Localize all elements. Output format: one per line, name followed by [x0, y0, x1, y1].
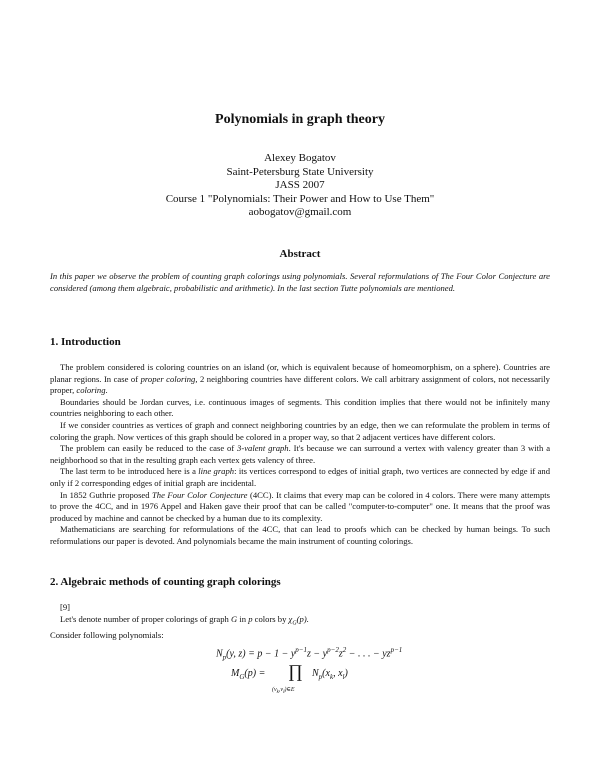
intro-p5-text-b: : its vertices correspond to edges of initial graph, two vertices are connected by edge if and only if 2 corresponding edges of initial graph are incidental. [50, 466, 550, 488]
f1-args: (y, z) = p − 1 − y [226, 648, 296, 660]
s2-text-d: (p). [296, 613, 309, 624]
term-coloring: coloring [76, 385, 106, 396]
author-name: Alexey Bogatov [264, 152, 336, 164]
intro-paragraph-1 [50, 362, 550, 397]
intro-p4-text-b: . It's because we can surround a vertex with valency greater than 3 with a neighborhood so that in the resulting graph each vertex gets valency of three. [50, 443, 551, 465]
f2-eq: (p) = [244, 668, 266, 679]
formula-MG-rhs [312, 668, 348, 681]
f2-N: N [312, 668, 319, 679]
f2-mid: , x [333, 668, 343, 679]
section-2-body [50, 602, 550, 642]
math-chi: χ [288, 613, 293, 624]
math-chi-sub: G [292, 620, 297, 627]
math-p: p [248, 613, 253, 624]
f2-N-sub: p [318, 673, 323, 681]
f2-range-c: ,v [278, 687, 284, 693]
section-2-line-1 [50, 614, 550, 630]
s2-text-c: colors by [252, 613, 289, 624]
citation-9: [9] [60, 602, 71, 612]
abstract-text: In this paper we observe the problem of counting graph colorings using polynomials. Several reformulations of The Four Color Conjecture are considered (among them algebraic, probabilistic and arithmetic). In the last section Tutte polynomials are mentioned. [50, 271, 550, 293]
intro-p4-text-a: The problem can easily be reduced to the case of [60, 443, 238, 454]
f2-range-e: )∈E [284, 687, 295, 693]
f1-t2: z − y [307, 648, 328, 660]
author-event: JASS 2007 [275, 179, 325, 192]
f2-M-sub: G [239, 673, 245, 681]
f1-t3: z [338, 648, 343, 660]
f2-end: ) [344, 668, 348, 679]
f2-l: l [342, 673, 345, 681]
section-1-body [50, 362, 550, 548]
f1-exp2: p−2 [327, 646, 339, 654]
f2-range-k: k [276, 690, 279, 696]
intro-p1-text-c: . [105, 385, 108, 396]
term-proper-coloring: proper coloring [140, 373, 196, 384]
intro-paragraph-2: Boundaries should be Jordan curves, i.e. continuous images of segments. This condition implies that there would not be infinitely many countries neighboring to each other. [50, 396, 550, 419]
intro-paragraph-5 [50, 466, 550, 489]
formula-Np [216, 646, 402, 661]
product-symbol: ∏ [288, 661, 303, 681]
author-email: aobogatov@gmail.com [248, 206, 352, 219]
f2-k: k [329, 673, 334, 681]
author-course: Course 1 "Polynomials: Their Power and How to Use Them" [165, 192, 435, 205]
intro-paragraph-7: Mathematicians are searching for reformulations of the 4CC, that can lead to proofs which can be checked by human beings. To such reformulations our paper is devoted. And polynomials became the main instrument of counting colorings. [50, 524, 550, 546]
f2-range-l: l [283, 690, 285, 696]
term-line-graph: line graph [198, 466, 235, 477]
intro-paragraph-4 [50, 443, 550, 466]
math-G: G [231, 613, 238, 624]
formula-MG-lhs [231, 668, 265, 681]
f1-N: N [216, 648, 223, 660]
intro-paragraph-6 [50, 490, 550, 525]
f1-exp4: p−1 [390, 646, 403, 654]
intro-p1-text-a: The problem considered is coloring countries on an island (or, which is equivalent because of homeomorphism, on a sphere). Countries are planar regions. In case of [50, 362, 550, 384]
f2-M: M [231, 668, 240, 679]
section-1-heading: 1. Introduction [50, 336, 121, 348]
section-2-heading: 2. Algebraic methods of counting graph colorings [50, 576, 281, 588]
intro-paragraph-3: If we consider countries as vertices of graph and connect neighboring countries by an edge, then we can reformulate the problem in terms of coloring the graph. Now vertices of this graph should be colored in a proper way, so that 2 adjacent vertices have different colors. [50, 419, 550, 442]
s2-text-b: in [237, 613, 249, 624]
intro-p6-text-a: In 1852 Guthrie proposed [60, 489, 153, 500]
term-3-valent-graph: 3-valent graph [237, 443, 289, 454]
author-affiliation: Saint-Petersburg State University [226, 165, 374, 178]
f1-exp1: p−1 [295, 646, 308, 654]
author-block [0, 152, 600, 220]
f2-args: (x [322, 668, 330, 679]
f1-N-sub: p [222, 653, 227, 662]
intro-p1-text-b: , 2 neighboring countries have different colors. We call arbitrary assignment of colors, not necessarily proper, [50, 373, 550, 396]
f1-t4: − . . . − yz [346, 648, 391, 660]
f2-range-a: (v [272, 687, 277, 693]
term-four-color-conjecture: The Four Color Conjecture [152, 489, 248, 500]
intro-p6-text-b: (4CC). It claims that every map can be colored in 4 colors. There were many attempts to prove the 4CC, and in 1976 Appel and Haken gave their proof that can be called "computer-to-computer" one. It means that the proof was produced by machine and cannot be checked by a human due to its complexity. [50, 489, 550, 523]
intro-p5-text-a: The last term to be introduced here is a [60, 466, 199, 477]
paper-title: Polynomials in graph theory [215, 112, 385, 127]
s2-text-a: Let's denote number of proper colorings of graph [60, 613, 231, 624]
f1-exp3: 2 [342, 646, 347, 654]
abstract-heading: Abstract [279, 248, 321, 260]
product-range [272, 686, 295, 695]
section-2-line-2: Consider following polynomials: [50, 629, 164, 640]
